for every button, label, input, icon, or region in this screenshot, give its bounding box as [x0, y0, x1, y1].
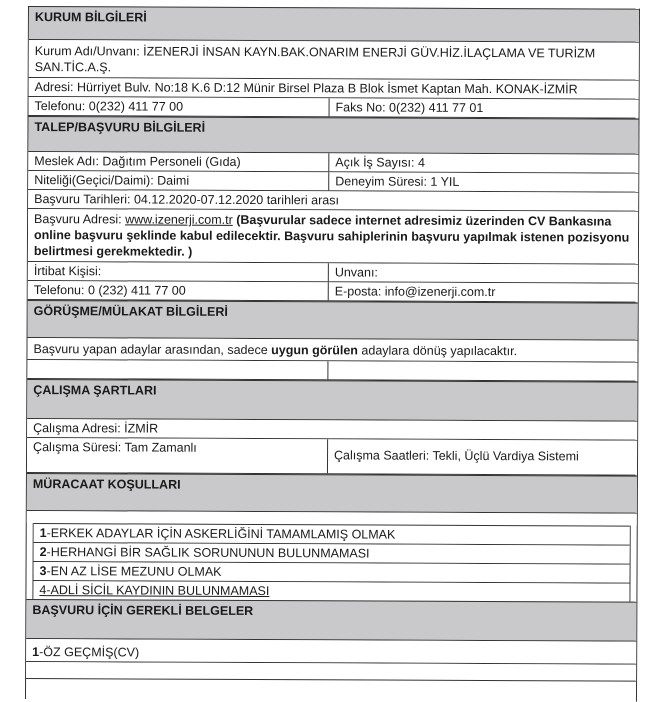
- row-basvuru-adresi: [28, 209, 638, 265]
- row-gorusme-text: [27, 338, 637, 363]
- item-number: 1: [32, 645, 40, 660]
- unvan: Unvanı:: [328, 263, 638, 282]
- gorusme-text-pre: Başvuru yapan adaylar arasından, sadece: [33, 342, 272, 358]
- section-header-talep: TALEP/BAŞVURU BİLGİLERİ: [28, 116, 638, 155]
- muracaat-item: [34, 523, 630, 546]
- item-text: -ERKEK ADAYLAR İÇİN ASKERLİĞİNİ TAMAMLAMIŞ OLMAK: [46, 526, 396, 542]
- section-header-calisma: ÇALIŞMA ŞARTLARI: [27, 379, 637, 422]
- kurum-faks: Faks No: 0(232) 411 77 01: [329, 98, 639, 117]
- muracaat-item: [33, 581, 629, 602]
- acik-is-sayisi: Açık İş Sayısı: 4: [328, 153, 638, 172]
- kurum-adres: Adresi: Hürriyet Bulv. No:18 K.6 D:12 Münir Birsel Plaza B Blok İsmet Kaptan Mah. KONAK-İZMİR: [34, 80, 578, 97]
- calisma-adresi: Çalışma Adresi: İZMİR: [33, 421, 159, 436]
- muracaat-item: [33, 562, 629, 584]
- gorusme-text: [27, 338, 637, 362]
- gorusme-text-bold: uygun görülen: [271, 343, 358, 358]
- empty-cell: [327, 361, 637, 380]
- job-posting-form: [25, 6, 640, 702]
- row-kurum-adi: [29, 40, 639, 81]
- item-text: -ADLİ SİCİL KAYDININ BULUNMAMASI: [46, 583, 270, 599]
- section-header-belgeler: BAŞVURU İÇİN GEREKLİ BELGELER: [26, 599, 636, 642]
- section-header-gorusme: GÖRÜŞME/MÜLAKAT BİLGİLERİ: [28, 300, 638, 341]
- deneyim-suresi: Deneyim Süresi: 1 YIL: [328, 172, 638, 191]
- kurum-telefon: Telefonu: 0(232) 411 77 00: [34, 99, 184, 114]
- basvuru-adresi: [28, 209, 638, 264]
- talep-telefon: Telefonu: 0 (232) 411 77 00: [33, 283, 186, 298]
- item-number: 4: [39, 583, 47, 598]
- section-header-muracaat: MÜRACAAT KOŞULLARI: [27, 473, 637, 514]
- kurum-adi: Kurum Adı/Unvanı: İZENERJİ İNSAN KAYN.BAK.ONARIM ENERJİ GÜV.HİZ.İLAÇLAMA VE TURİZM SAN.TİC.A.Ş.: [34, 44, 596, 75]
- basvuru-adresi-label: Başvuru Adresi:: [34, 212, 126, 227]
- item-text: -HERHANGİ BİR SAĞLIK SORUNUNUN BULUNMAMASI: [46, 545, 370, 561]
- item-text: -EN AZ LİSE MEZUNU OLMAK: [46, 564, 222, 579]
- bottom-spacer: [26, 679, 636, 702]
- row-telefon-faks: [29, 97, 639, 119]
- item-number: 1: [39, 526, 47, 541]
- basvuru-link[interactable]: www.izenerji.com.tr: [125, 212, 233, 227]
- nitelik: Niteliği(Geçici/Daimi): Daimi: [34, 173, 190, 188]
- muracaat-list: [32, 523, 630, 602]
- item-number: 3: [39, 564, 47, 579]
- empty-cell: [27, 360, 327, 379]
- belge-item: [26, 639, 636, 665]
- muracaat-item: [34, 543, 630, 565]
- item-text: -ÖZ GEÇMİŞ(CV): [39, 645, 140, 660]
- eposta: E-posta: info@izenerji.com.tr: [328, 282, 638, 301]
- basvuru-note: (Başvurular sadece internet adresimiz üzerinden CV Bankasına online başvuru şeklinde kabul edilecektir. Başvuru sahiplerinin başvuru yapılmak istenen pozisyonu belirtmesi gerekmektedir. ): [33, 212, 630, 259]
- row-calisma-sure: [27, 438, 637, 476]
- section-header-kurum: KURUM BİLGİLERİ: [29, 6, 639, 43]
- item-number: 2: [39, 545, 47, 560]
- meslek-adi: Meslek Adı: Dağıtım Personeli (Gıda): [34, 154, 241, 169]
- basvuru-tarihleri: Başvuru Tarihleri: 04.12.2020-07.12.2020 tarihleri arası: [34, 192, 340, 208]
- irtibat-kisisi: İrtibat Kişisi:: [33, 264, 102, 279]
- calisma-suresi: Çalışma Süresi: Tam Zamanlı: [33, 440, 197, 455]
- gorusme-text-post: adaylara dönüş yapılacaktır.: [357, 343, 518, 359]
- calisma-saatleri: Çalışma Saatleri: Tekli, Üçlü Vardiya Sistemi: [327, 439, 637, 474]
